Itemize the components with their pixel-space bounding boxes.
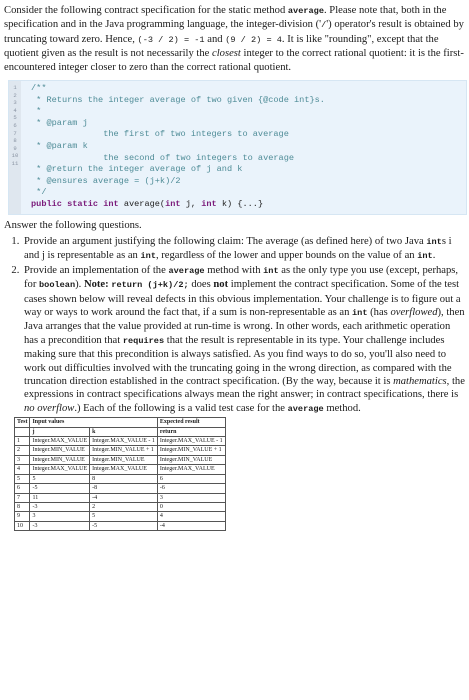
cell-j: 5	[30, 474, 90, 483]
code-line: the second of two integers to average	[31, 152, 295, 163]
q1-code: int	[417, 251, 433, 262]
cell-k: 5	[90, 512, 158, 521]
cell-k: Integer.MIN_VALUE	[90, 455, 158, 464]
line-number: 11	[11, 159, 19, 167]
signature-text: k) {...}	[216, 198, 264, 209]
cell-expected: 4	[157, 512, 225, 521]
cell-test: 1	[15, 437, 30, 446]
cell-test: 4	[15, 465, 30, 474]
q2-text: ), then Java arranges that the value provided at run-time is wrong. In other words, each arithmetic operation has a precondition that	[24, 307, 465, 346]
overflowed-emphasis: overflowed	[390, 307, 438, 318]
cell-expected: -6	[157, 484, 225, 493]
signature-text: j,	[180, 198, 202, 209]
cell-j: Integer.MAX_VALUE	[30, 465, 90, 474]
table-row	[15, 474, 226, 483]
q2-text: does	[188, 279, 214, 291]
q2-code: requires	[122, 335, 165, 346]
subheader-k: k	[90, 427, 158, 436]
q1-code: int	[426, 236, 442, 247]
q1-text: .	[432, 250, 436, 262]
code-line: * @ensures average = (j+k)/2	[31, 175, 181, 186]
intro-text-5: . It is like "rounding", except that the quotient given as the result is not necessarily the	[4, 33, 439, 60]
cell-expected: -4	[157, 521, 225, 530]
div-op-code: /	[321, 20, 327, 31]
cell-j: 3	[30, 512, 90, 521]
intro-text-1: Consider the following contract specification for the static method	[4, 5, 288, 16]
cell-j: Integer.MIN_VALUE	[30, 446, 90, 455]
subheader-return: return	[157, 427, 225, 436]
code-line: * @return the integer average of j and k	[31, 164, 243, 175]
code-line: * @param k	[31, 141, 88, 151]
line-number: 4	[13, 106, 17, 114]
question-list	[4, 235, 465, 416]
q2-text: as the only type you use (except, perhaps, for	[24, 264, 459, 291]
intro-text-3: ') operator's result is obtained by truncating toward zero. Hence,	[4, 19, 464, 45]
q2-code: average	[287, 403, 324, 414]
code-line: * Returns the integer average of two given {@code int}s.	[31, 94, 325, 105]
q2-text: ).	[75, 279, 84, 291]
no-overflow-emphasis: no overflow	[24, 402, 75, 414]
q2-text: that the result is representable in its type. Your challenge includes making sure that this precondition is always satisfied. As you find ways to do so, you'll also need to work out difficulties involved with the truncating going in the wrong direction, as compared with the truncation direction established in the contract specification. (By the way, because it is	[24, 334, 452, 388]
not-emphasis: not	[213, 279, 229, 291]
line-number: 10	[11, 152, 19, 160]
code-line: *	[31, 106, 42, 117]
header-test: Test	[15, 418, 30, 427]
q1-code: int	[140, 251, 156, 262]
cell-j: -3	[30, 521, 90, 530]
q1-text: , regardless of the lower and upper bounds on the value of an	[155, 250, 418, 262]
table-row	[15, 521, 226, 530]
line-number-gutter	[9, 81, 21, 214]
table-row	[15, 502, 226, 511]
table-row	[15, 437, 226, 446]
q2-code: int	[352, 308, 368, 318]
code-line: the first of two integers to average	[31, 129, 289, 140]
table-row	[15, 455, 226, 464]
cell-test: 3	[15, 455, 30, 464]
table-row	[15, 484, 226, 493]
method-name-code: average	[287, 6, 324, 16]
q2-text: .) Each of the following is a valid test case for the	[74, 402, 288, 414]
method-signature	[31, 199, 466, 211]
cell-j: Integer.MIN_VALUE	[30, 455, 90, 464]
subheader-empty	[15, 427, 30, 436]
cell-k: 2	[90, 502, 158, 511]
cell-test: 2	[15, 446, 30, 455]
table-row	[15, 465, 226, 474]
q2-text: implement the contract specification. Some of the test cases shown below will reveal defects in this obvious implementation. Your challenge is to figure out a way or ways to work around the fact that, if a sum is non-representable as an	[24, 279, 461, 318]
cell-j: 11	[30, 493, 90, 502]
q2-text: method with	[204, 264, 264, 276]
cell-k: -8	[90, 484, 158, 493]
signature-keyword: public static int	[31, 198, 119, 209]
table-header-row	[15, 418, 226, 427]
subheader-j: j	[30, 427, 90, 436]
cell-k: -5	[90, 521, 158, 530]
intro-text-4: and	[204, 33, 226, 45]
signature-keyword: int	[165, 198, 181, 209]
cell-expected: Integer.MIN_VALUE	[157, 455, 225, 464]
cell-test: 10	[15, 521, 30, 530]
answer-prompt: Answer the following questions.	[4, 219, 142, 231]
q2-code: int	[263, 265, 279, 276]
cell-k: Integer.MAX_VALUE	[90, 465, 158, 474]
code-line: */	[31, 187, 47, 198]
cell-expected: Integer.MIN_VALUE + 1	[157, 446, 225, 455]
code-block	[8, 80, 467, 215]
test-case-table	[14, 417, 226, 531]
header-expected-result: Expected result	[157, 418, 225, 427]
cell-expected: Integer.MAX_VALUE	[157, 465, 225, 474]
signature-text: average(	[118, 198, 166, 209]
table-row	[15, 446, 226, 455]
code-line: /**	[31, 83, 47, 94]
cell-expected: 0	[157, 502, 225, 511]
cell-test: 9	[15, 512, 30, 521]
mathematics-emphasis: mathematics	[393, 376, 447, 388]
cell-j: -5	[30, 484, 90, 493]
line-number: 8	[13, 137, 17, 145]
q2-text: method.	[323, 402, 361, 414]
cell-test: 7	[15, 493, 30, 502]
question-1	[22, 235, 465, 264]
line-number: 3	[13, 99, 17, 107]
table-subheader-row	[15, 427, 226, 436]
line-number: 9	[13, 144, 17, 152]
cell-test: 5	[15, 474, 30, 483]
cell-test: 6	[15, 484, 30, 493]
cell-j: Integer.MAX_VALUE	[30, 437, 90, 446]
cell-expected: 6	[157, 474, 225, 483]
cell-expected: 3	[157, 493, 225, 502]
question-2	[22, 264, 465, 416]
line-number: 2	[13, 91, 17, 99]
document	[4, 4, 465, 531]
q1-text: Provide an argument justifying the following claim: The average (as defined here) of two Java	[24, 235, 427, 247]
line-number: 7	[13, 129, 17, 137]
note-label: Note:	[83, 279, 109, 291]
q2-code: average	[168, 265, 205, 276]
q2-code: return (j+k)/2;	[111, 280, 189, 291]
q2-text: , the expressions in contract specifications always mean the right answer; in contract specifications, there is	[24, 376, 465, 401]
q1-text: s i and j is representable as an	[24, 235, 452, 262]
intro-text-2: . Please note that, both in the specification and in the Java programming language, the integer-division ('	[4, 5, 447, 31]
q2-code: boolean	[39, 280, 76, 291]
signature-keyword: int	[201, 198, 217, 209]
cell-k: 8	[90, 474, 158, 483]
cell-k: Integer.MIN_VALUE + 1	[90, 446, 158, 455]
cell-k: -4	[90, 493, 158, 502]
code-line: * @param j	[31, 117, 88, 128]
code-lines	[31, 81, 466, 214]
cell-k: Integer.MAX_VALUE - 1	[90, 437, 158, 446]
header-input-values: Input values	[30, 418, 157, 427]
q2-text: Provide an implementation of the	[24, 264, 169, 276]
example-2-code: (9 / 2) = 4	[225, 34, 282, 45]
q2-text: (has	[367, 307, 391, 318]
table-row	[15, 493, 226, 502]
intro-text-6: integer to the correct rational quotient: it is the first-encountered integer closer to zero than the correct rational quotient.	[4, 48, 464, 73]
intro-paragraph	[4, 4, 465, 74]
cell-test: 8	[15, 502, 30, 511]
line-number: 1	[13, 84, 17, 92]
cell-expected: Integer.MAX_VALUE - 1	[157, 437, 225, 446]
closest-emphasis: closest	[212, 48, 241, 60]
cell-j: -3	[30, 502, 90, 511]
line-number: 6	[13, 122, 17, 129]
line-number: 5	[13, 114, 17, 122]
example-1-code: (-3 / 2) = -1	[137, 34, 205, 45]
table-row	[15, 512, 226, 521]
